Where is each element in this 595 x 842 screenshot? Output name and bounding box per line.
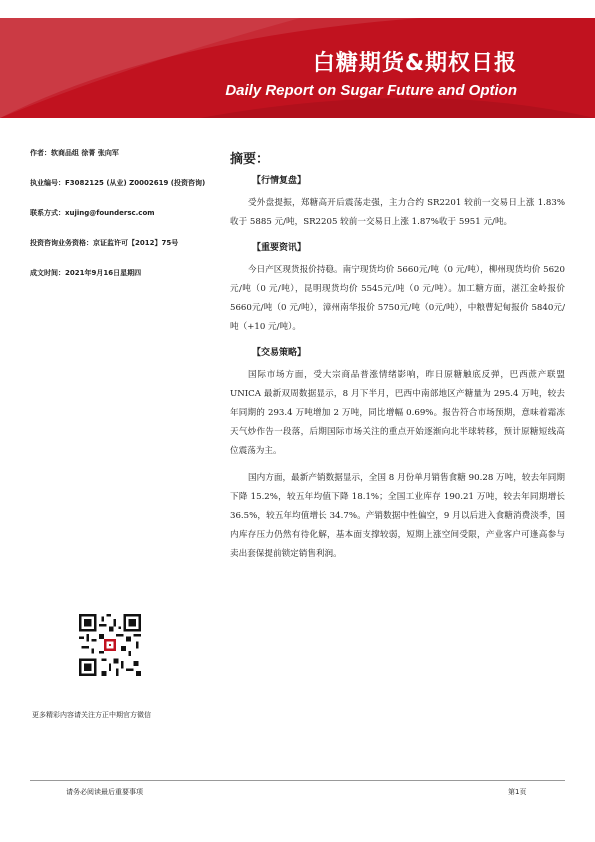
meta-date: 成文时间：2021年9月16日星期四 xyxy=(30,269,142,277)
meta-authors: 作者：软商品组 徐菁 张向军 xyxy=(30,149,119,157)
report-body xyxy=(230,148,565,572)
header-banner xyxy=(0,18,595,118)
section-key-news xyxy=(230,240,565,337)
section-paragraph: 国内方面，最新产销数据显示，全国 8 月份单月销售食糖 90.28 万吨，较去年同期下降 15.2%，较五年均值下降 18.1%；全国工业库存 190.21 万吨，较去年同期增长 36.5%，较五年均值增长 34.7%。产销数据中性偏空，9 月以后进入食糖消费淡季，国内库存压力仍然有待化解，基本面支撑较弱，短期上涨空间受限，产业客户可逢高参与卖出套保提前锁定销售利润。 xyxy=(230,473,565,559)
meta-qualification: 投资咨询业务资格：京证监许可【2012】75号 xyxy=(30,239,179,247)
wechat-qr-code xyxy=(79,614,141,676)
footer-notice: 请务必阅读最后重要事项 xyxy=(66,788,143,796)
report-title-cn: 白糖期货&期权日报 xyxy=(312,51,517,76)
section-heading: 【重要资讯】 xyxy=(252,243,307,253)
section-trading-strategy xyxy=(230,345,565,564)
meta-license: 执业编号：F3082125 (从业) Z0002619 (投资咨询) xyxy=(30,179,206,187)
section-market-review xyxy=(230,173,565,232)
footer-divider xyxy=(30,780,565,781)
meta-contact: 联系方式：xujing@foundersc.com xyxy=(30,209,155,217)
report-title-en: Daily Report on Sugar Future and Option xyxy=(225,82,517,99)
author-meta xyxy=(30,148,230,298)
summary-title: 摘要： xyxy=(230,152,270,167)
section-heading: 【行情复盘】 xyxy=(252,176,307,186)
section-paragraph: 国际市场方面，受大宗商品普涨情绪影响，昨日原糖触底反弹，巴西蔗产联盟 UNICA 最新双周数据显示，8 月下半月，巴西中南部地区产糖量为 295.4 万吨，较去年同期的 293.4 万吨增加 2 万吨，同比增幅 0.69%。报告符合市场预期，意味着霜冻天气炒作告一段落，后期国际市场关注的重点开始逐渐向北半球转移，预计原糖短线高位震荡为主。 xyxy=(230,370,565,456)
section-paragraph: 受外盘提振，郑糖高开后震荡走强，主力合约 SR2201 较前一交易日上涨 1.83%收于 5885 元/吨，SR2205 较前一交易日上涨 1.87%收于 5951 元/吨。 xyxy=(230,198,565,227)
qr-caption: 更多精彩内容请关注方正中期官方微信 xyxy=(32,711,151,719)
section-paragraph: 今日产区现货报价持稳。南宁现货均价 5660元/吨（0 元/吨），柳州现货均价 5620元/吨（0 元/吨），昆明现货均价 5545元/吨（0 元/吨）。加工糖方面，湛江金岭报价 5660元/吨（0 元/吨），漳州南华报价 5750元/吨（0元/吨），中粮曹妃甸报价 5840元/吨（+10 元/吨）。 xyxy=(230,265,565,332)
section-heading: 【交易策略】 xyxy=(252,348,307,358)
page-number: 第1页 xyxy=(508,788,527,796)
